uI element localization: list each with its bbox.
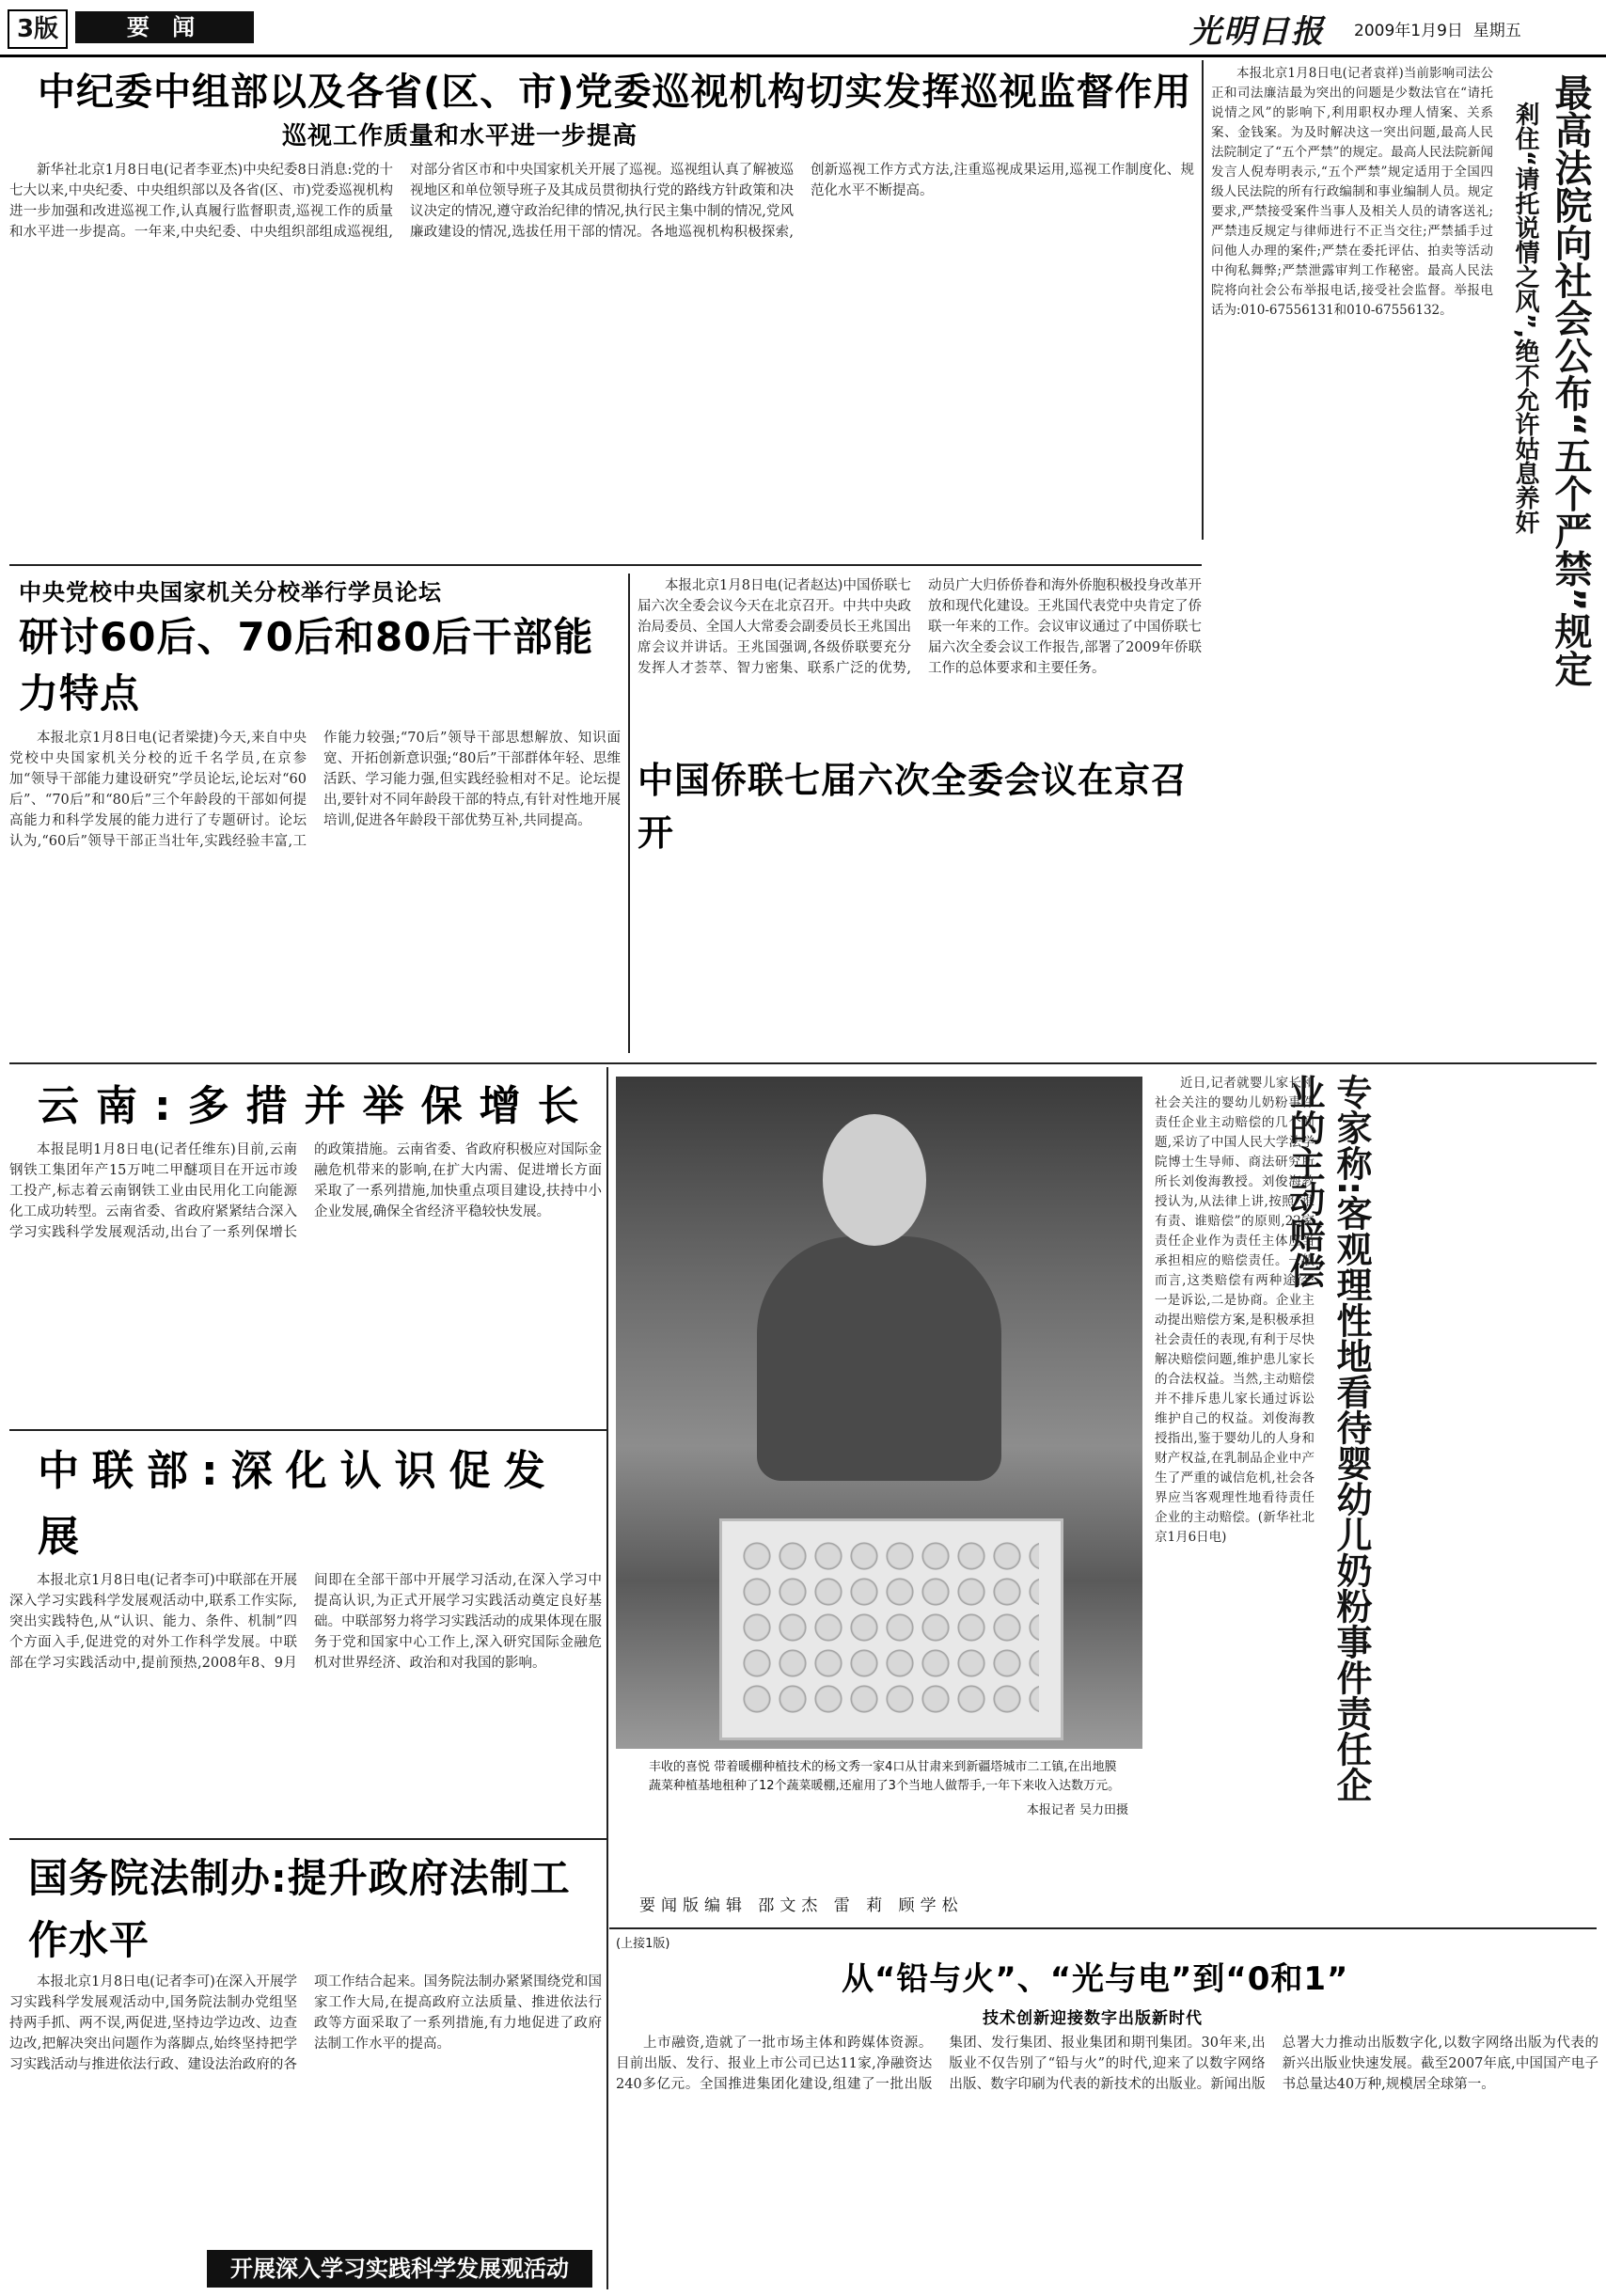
farmer-figure xyxy=(757,1236,1001,1481)
article-cadre-forum xyxy=(9,575,621,1055)
article-body: 本报北京1月8日电(记者李可)中联部在开展深入学习实践科学发展观活动中,联系工作实际,突出实践特色,从“认识、能力、条件、机制”四个方面入手,促进党的对外工作科学发展。中联部在学习实践活动中,提前预热,2008年8、9月间即在全部干部中开展学习活动,在深入学习中提高认识,为正式开展学习实践活动奠定良好基础。中联部努力将学习实践活动的成果体现在服务于党和国家中心工作上,深入研究国际金融危机对世界经济、政治和对我国的影响。 xyxy=(9,1573,602,1671)
masthead xyxy=(0,0,1606,57)
article-legal-affairs xyxy=(9,1848,602,2242)
section-rule xyxy=(9,564,1202,566)
article-five-bans xyxy=(1211,64,1597,1070)
article-body: 本报北京1月8日电(记者赵达)中国侨联七届六次全委会议今天在北京召开。中共中央政治局委员、全国人大常委会副委员长王兆国出席会议并讲话。王兆国强调,各级侨联要充分发挥人才荟萃、智力密集、联系广泛的优势,动员广大归侨侨眷和海外侨胞积极投身改革开放和现代化建设。王兆国代表党中央肯定了侨联一年来的工作。会议审议通过了中国侨联七届六次全委会议工作报告,部署了2009年侨联工作的总体要求和主要任务。 xyxy=(638,578,1202,676)
article-headline: 专家称:客观理性地看待婴幼儿奶粉事件责任企业的主动赔偿 xyxy=(1283,1074,1372,1803)
section-rule xyxy=(9,1062,1597,1064)
photo-caption: 丰收的喜悦 带着暖棚种植技术的杨文秀一家4口从甘肃来到新疆塔城市二工镇,在出地膜蔬菜种植基地租种了12个蔬菜暖棚,还雇用了3个当地人做帮手,一年下来收入达数万元。 本报记者 吴力田摄 xyxy=(649,1758,1128,1871)
article-inspection xyxy=(9,66,1194,555)
article-headline: 中国侨联七届六次全委会议在京召开 xyxy=(638,760,1189,854)
section-rule xyxy=(609,1927,1597,1929)
article-headline: 研讨60后、70后和80后干部能力特点 xyxy=(19,614,594,716)
photo-credit: 本报记者 吴力田摄 xyxy=(1026,1803,1128,1817)
article-body: 本报北京1月8日电(记者李可)在深入开展学习实践科学发展观活动中,国务院法制办党组坚持两手抓、两不误,两促进,坚持边学边改、边查边改,把解决突出问题作为落脚点,始终坚持把学习实践活动与推进依法行政、建设法治政府的各项工作结合起来。国务院法制办紧紧围绕党和国家工作大局,在提高政府立法质量、推进依法行政等方面采取了一系列措施,有力地促进了政府法制工作水平的提高。 xyxy=(9,1974,602,2072)
article-headline: 中纪委中组部以及各省(区、市)党委巡视机构切实发挥巡视监督作用 xyxy=(38,71,1192,114)
page-editors: 要闻版编辑 邵文杰 雷 莉 顾学松 xyxy=(639,1896,964,1915)
page-number: 3版 xyxy=(8,9,68,49)
article-kicker: 中央党校中央国家机关分校举行学员论坛 xyxy=(19,579,442,605)
article-body: 本报北京1月8日电(记者梁捷)今天,来自中央党校中央国家机关分校的近千名学员,在京参加“领导干部能力建设研究”学员论坛,论坛对“60后”、“70后”和“80后”三个年龄段的干部如何提高能力和科学发展的能力进行了专题研讨。论坛认为,“60后”领导干部正当壮年,实践经验丰富,工作能力较强;“70后”领导干部思想解放、知识面宽、开拓创新意识强;“80后”干部群体年轻、思维活跃、学习能力强,但实践经验相对不足。论坛提出,要针对不同年龄段干部的特点,有针对性地开展培训,促进各年龄段干部优势互补,共同提高。 xyxy=(9,731,621,849)
section-rule xyxy=(9,1429,606,1431)
article-headline: 最高法院向社会公布“五个严禁”规定 xyxy=(1549,73,1592,687)
article-digital-publishing xyxy=(616,1935,1598,2292)
campaign-banner: 开展深入学习实践科学发展观活动 xyxy=(207,2250,592,2288)
article-body: 本报北京1月8日电(记者袁祥)当前影响司法公正和司法廉洁最为突出的问题是少数法官在“请托说情之风”的影响下,利用职权办理人情案、关系案、金钱案。为及时解决这一突出问题,最高人民法院制定了“五个严禁”的规定。最高人民法院新闻发言人倪寿明表示,“五个严禁”规定适用于全国四级人民法院的所有行政编制和事业编制人员。规定要求,严禁接受案件当事人及相关人员的请客送礼;严禁违反规定与律师进行不正当交往;严禁插手过问他人办理的案件;严禁在委托评估、拍卖等活动中徇私舞弊;严禁泄露审判工作秘密。最高人民法院将向社会公布举报电话,接受社会监督。举报电话为:010-67556131和010-67556132。 xyxy=(1211,66,1493,318)
article-body: 近日,记者就婴儿家长和社会关注的婴幼儿奶粉事件责任企业主动赔偿的几个问题,采访了中国人民大学法学院博士生导师、商法研究所所长刘俊海教授。刘俊海教授认为,从法律上讲,按照“谁有责、谁赔偿”的原则,22家责任企业作为责任主体应当承担相应的赔偿责任。一般而言,这类赔偿有两种途径:一是诉讼,二是协商。企业主动提出赔偿方案,是积极承担社会责任的表现,有利于尽快解决赔偿问题,维护患儿家长的合法权益。当然,主动赔偿并不排斥患儿家长通过诉讼维护自己的权益。刘俊海教授指出,鉴于婴幼儿的人身和财产权益,在乳制品企业中产生了严重的诚信危机,社会各界应当客观理性地看待责任企业的主动赔偿。(新华社北京1月6日电) xyxy=(1155,1076,1315,1545)
article-kicker: (上接1版) xyxy=(616,1937,670,1951)
article-overseas-chinese xyxy=(638,575,1202,1055)
article-headline: 云南:多措并举保增长 xyxy=(38,1082,596,1130)
article-subhead: 技术创新迎接数字出版新时代 xyxy=(983,2009,1203,2028)
article-headline: 中联部:深化认识促发展 xyxy=(38,1447,559,1561)
article-body: 上市融资,造就了一批市场主体和跨媒体资源。目前出版、发行、报业上市公司已达11家,净融资达240多亿元。全国推进集团化建设,组建了一批出版集团、发行集团、报业集团和期刊集团。30年来,出版业不仅告别了“铅与火”的时代,迎来了以数字网络出版、数字印刷为代表的新技术的出版业。新闻出版总署大力推动出版数字化,以数字网络出版为代表的新兴出版业快速发展。截至2007年底,中国国产电子书总量达40万种,规模居全球第一。 xyxy=(616,2036,1598,2092)
article-subhead: 巡视工作质量和水平进一步提高 xyxy=(282,122,638,150)
article-headline: 从“铅与火”、“光与电”到“0和1” xyxy=(842,1960,1349,1998)
article-idcpc xyxy=(9,1439,602,1833)
column-rule xyxy=(628,574,630,1053)
column-rule xyxy=(606,1067,608,2289)
issue-date: 2009年1月9日 星期五 xyxy=(1354,22,1521,40)
article-headline: 国务院法制办:提升政府法制工作水平 xyxy=(28,1855,571,1963)
tomatoes xyxy=(738,1537,1039,1716)
article-subhead: 剎住“请托说情之风”,绝不允许姑息养奸 xyxy=(1511,102,1539,535)
article-body: 新华社北京1月8日电(记者李亚杰)中央纪委8日消息:党的十七大以来,中央纪委、中央组织部以及各省(区、市)党委巡视机构进一步加强和改进巡视工作,认真履行监督职责,巡视工作的质量和水平进一步提高。一年来,中央纪委、中央组织部组成巡视组,对部分省区市和中央国家机关开展了巡视。巡视组认真了解被巡视地区和单位领导班子及其成员贯彻执行党的路线方针政策和决议决定的情况,遵守政治纪律的情况,执行民主集中制的情况,党风廉政建设的情况,选拔任用干部的情况。各地巡视机构积极探索,创新巡视工作方式方法,注重巡视成果运用,巡视工作制度化、规范化水平不断提高。 xyxy=(9,163,1194,240)
farmer-face xyxy=(823,1114,926,1246)
article-yunnan xyxy=(9,1074,602,1422)
section-rule xyxy=(9,1838,606,1840)
section-label: 要 闻 xyxy=(75,11,254,43)
article-body: 本报昆明1月8日电(记者任维东)目前,云南钢铁工集团年产15万吨二甲醚项目在开远市竣工投产,标志着云南钢铁工业由民用化工向能源化工成功转型。云南省委、省政府紧紧结合深入学习实践科学发展观活动,出台了一系列保增长的政策措施。云南省委、省政府积极应对国际金融危机带来的影响,在扩大内需、促进增长方面采取了一系列措施,加快重点项目建设,扶持中小企业发展,确保全省经济平稳较快发展。 xyxy=(9,1142,602,1240)
column-rule xyxy=(1202,60,1204,540)
news-photo xyxy=(616,1077,1142,1749)
newspaper-logo: 光明日报 xyxy=(1189,13,1325,51)
